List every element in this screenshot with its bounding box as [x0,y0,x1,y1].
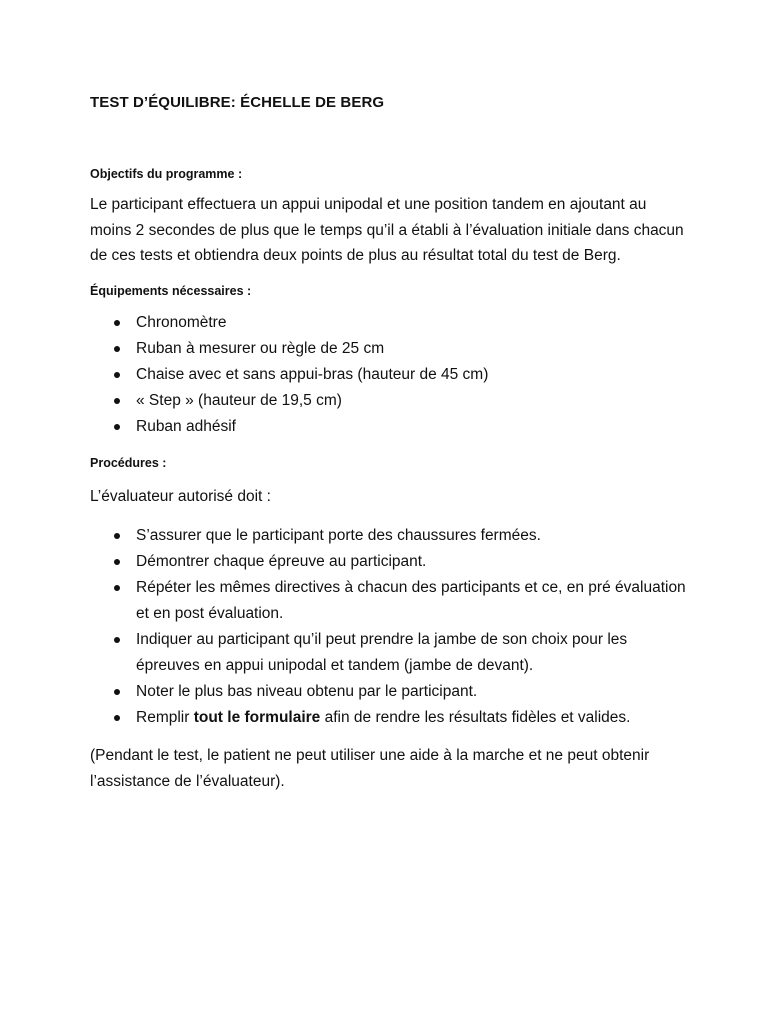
bullet-icon [114,320,120,326]
bullet-icon [114,533,120,539]
bullet-icon [114,372,120,378]
bullet-icon [114,585,120,591]
document-title: TEST D’ÉQUILIBRE: ÉCHELLE DE BERG [90,94,385,111]
list-item: Chaise avec et sans appui-bras (hauteur de 45 cm) [90,362,690,388]
bullet-icon [114,689,120,695]
list-item: Répéter les mêmes directives à chacun des participants et ce, en pré évaluation et en post évaluation. [90,575,690,627]
bullet-icon [114,424,120,430]
test-note: (Pendant le test, le patient ne peut utiliser une aide à la marche et ne peut obtenir l’assistance de l’évaluateur). [90,747,650,790]
procedures-intro: L’évaluateur autorisé doit : [90,487,271,505]
list-item: Chronomètre [90,310,690,336]
list-item: S’assurer que le participant porte des chaussures fermées. [90,523,690,549]
list-item: Démontrer chaque épreuve au participant. [90,549,690,575]
list-item: Remplir tout le formulaire afin de rendre les résultats fidèles et valides. [90,705,690,731]
document-body [90,94,690,794]
bullet-icon [114,346,120,352]
objectives-label: Objectifs du programme : [90,167,243,181]
bullet-icon [114,398,120,404]
list-item: Ruban adhésif [90,414,690,440]
procedures-label: Procédures : [90,455,167,470]
bullet-icon [114,559,120,565]
equipment-list [90,310,690,440]
equipment-label: Équipements nécessaires : [90,283,252,298]
list-item: Ruban à mesurer ou règle de 25 cm [90,336,690,362]
bullet-icon [114,715,120,721]
objectives-text: Le participant effectuera un appui unipodal et une position tandem en ajoutant au moins 2 secondes de plus que le temps qu’il a établi à l’évaluation initiale dans chacun de ces tests et obtiendra deux points de plus au résultat total du test de Berg. [90,196,684,264]
bold-emphasis: tout le formulaire [193,709,321,726]
list-item: « Step » (hauteur de 19,5 cm) [90,388,690,414]
bullet-icon [114,637,120,643]
list-item: Indiquer au participant qu’il peut prendre la jambe de son choix pour les épreuves en appui unipodal et tandem (jambe de devant). [90,627,690,679]
list-item: Noter le plus bas niveau obtenu par le participant. [90,679,690,705]
procedures-list [90,523,690,731]
